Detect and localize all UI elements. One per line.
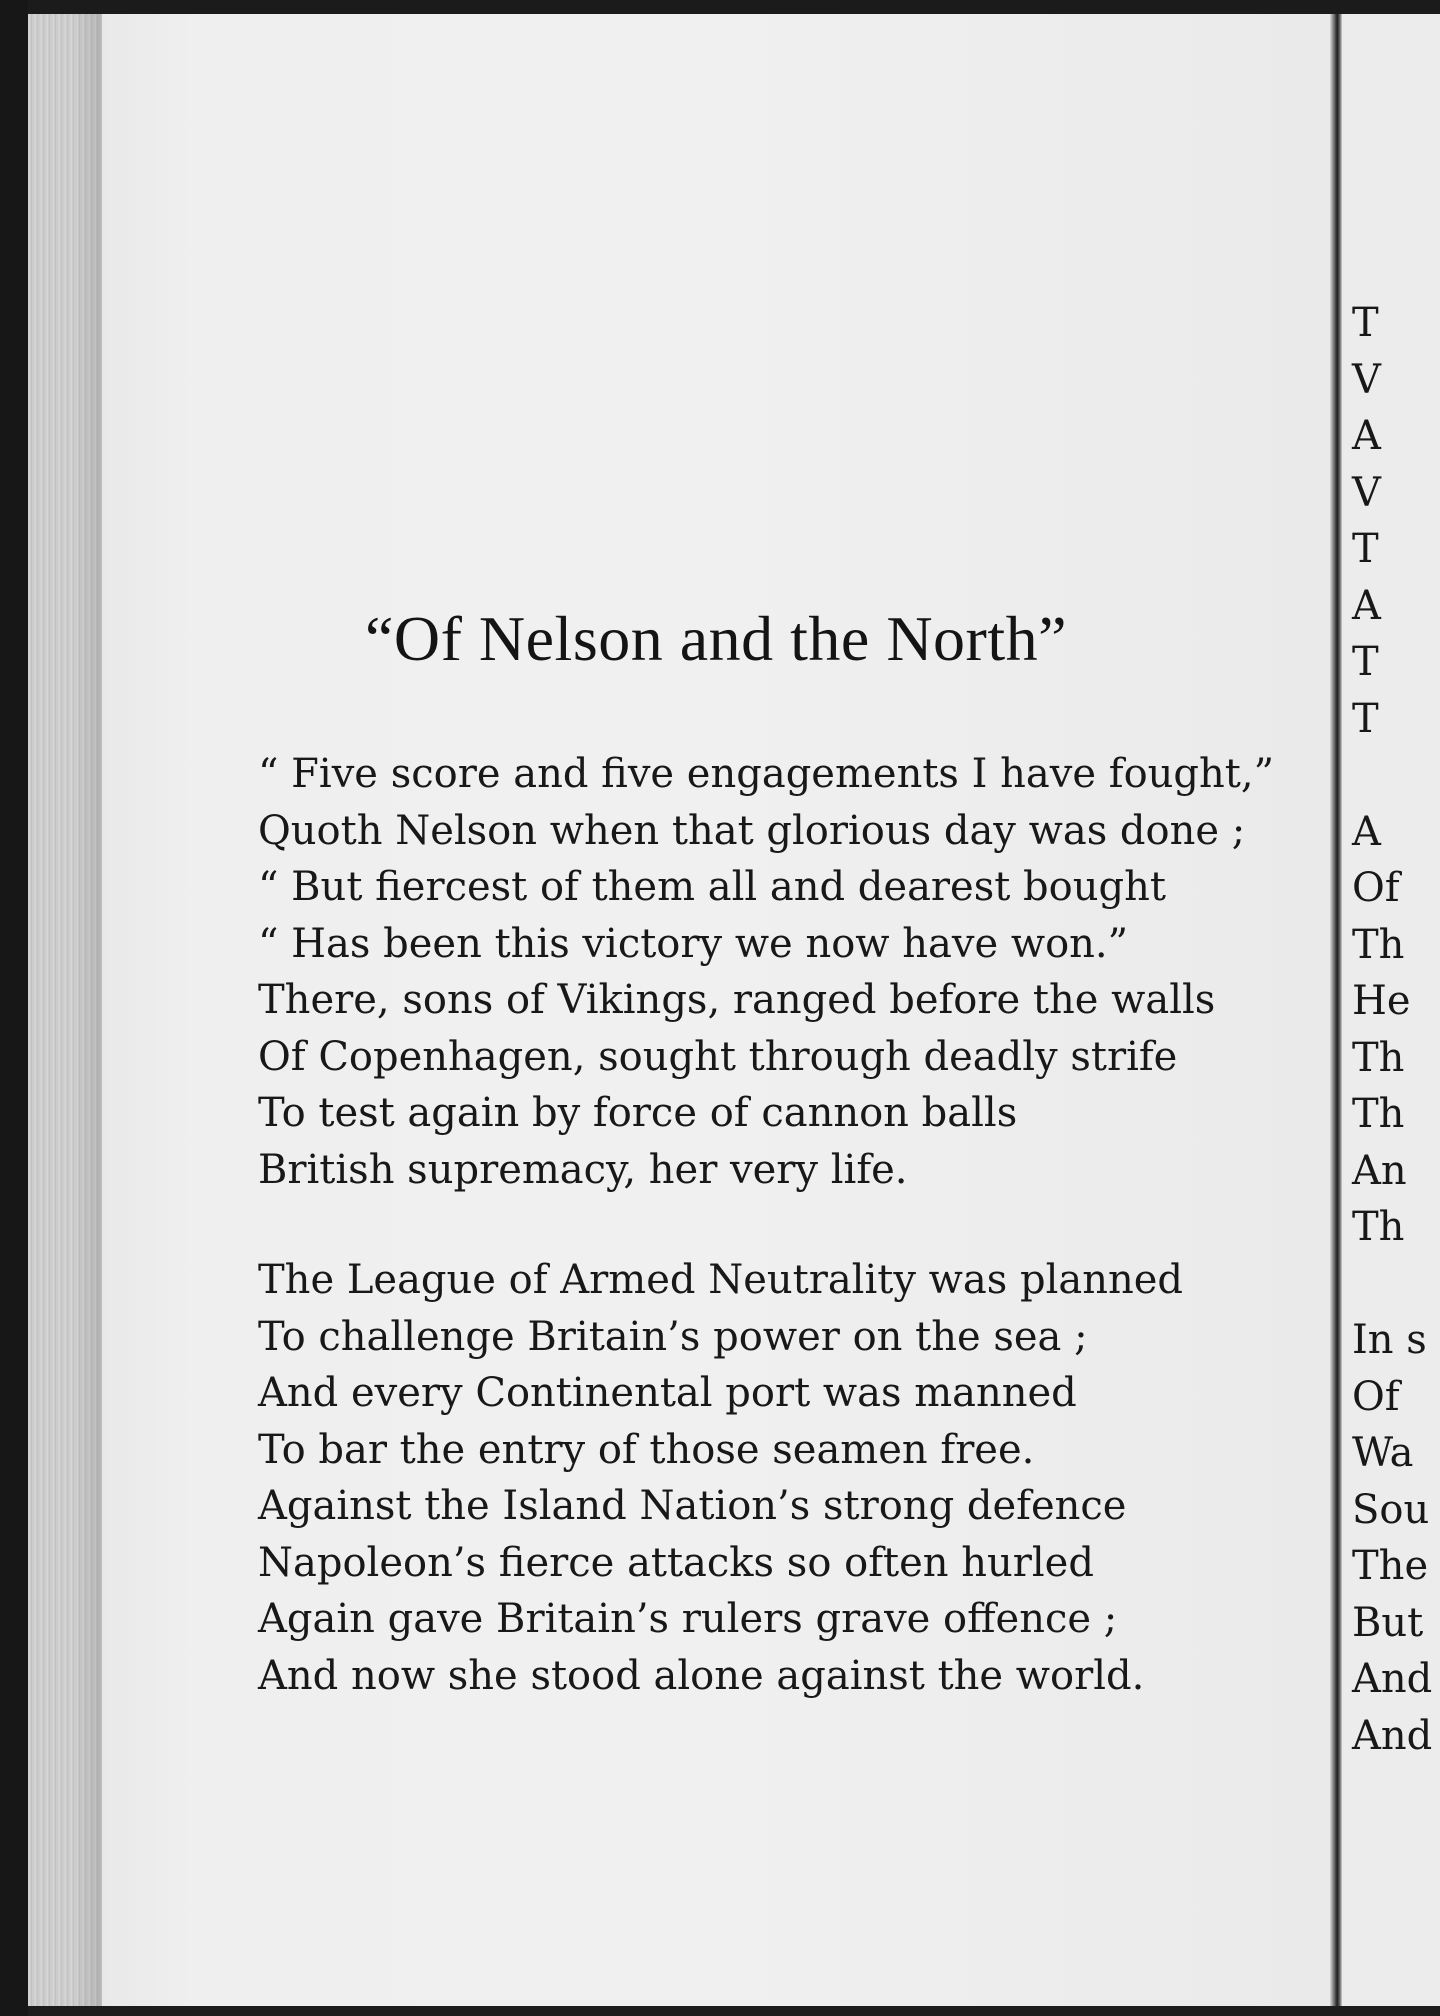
poem-line: “ But fiercest of them all and dearest bought <box>258 864 1166 910</box>
poem-line: To bar the entry of those seamen free. <box>258 1426 1035 1473</box>
poem-line: Quoth Nelson when that glorious day was done ; <box>258 807 1246 854</box>
facing-line: Th <box>1352 1091 1405 1137</box>
facing-line: A <box>1352 808 1381 855</box>
facing-line: T <box>1352 639 1379 685</box>
facing-line: An <box>1352 1147 1407 1194</box>
facing-line: In s <box>1352 1317 1427 1363</box>
facing-line: And <box>1352 1656 1433 1702</box>
facing-line: He <box>1352 978 1411 1024</box>
poem-line: There, sons of Vikings, ranged before the walls <box>258 977 1216 1023</box>
facing-line: Of <box>1352 1373 1400 1420</box>
poem-line: Against the Island Nation’s strong defence <box>258 1483 1127 1529</box>
book-spine-shadow <box>0 0 28 2016</box>
poem-line: To test again by force of cannon balls <box>258 1090 1018 1136</box>
poem-line: Of Copenhagen, sought through deadly strife <box>258 1033 1178 1080</box>
facing-line: Of <box>1352 865 1400 911</box>
poem-line: Napoleon’s fierce attacks so often hurled <box>258 1539 1094 1586</box>
facing-line: The <box>1352 1543 1429 1589</box>
facing-line <box>1352 1256 1432 1313</box>
facing-line: T <box>1352 695 1379 742</box>
facing-page-text <box>1352 295 1432 1764</box>
stanza-1 <box>258 746 1274 1198</box>
stanza-2 <box>258 1252 1183 1704</box>
poem-line: And every Continental port was manned <box>258 1370 1077 1416</box>
scan-top-border <box>0 0 1440 14</box>
page-edges <box>28 14 102 2006</box>
facing-line: Sou <box>1352 1486 1430 1533</box>
facing-line: V <box>1352 469 1381 516</box>
facing-line: Th <box>1352 921 1405 968</box>
book-gutter <box>1330 14 1342 2006</box>
facing-line: And <box>1352 1712 1433 1759</box>
poem-line: And now she stood alone against the world. <box>258 1652 1145 1699</box>
poem-line: “ Five score and five engagements I have fought,” <box>258 751 1275 797</box>
poem-line: The League of Armed Neutrality was planned <box>258 1257 1184 1303</box>
facing-line: T <box>1352 300 1379 346</box>
facing-line: Wa <box>1352 1430 1414 1476</box>
facing-line: Th <box>1352 1034 1405 1081</box>
poem-line: British supremacy, her very life. <box>258 1146 908 1193</box>
facing-line: T <box>1352 526 1379 572</box>
facing-line: A <box>1352 582 1381 629</box>
facing-line: But <box>1352 1599 1424 1646</box>
poem-title: “Of Nelson and the North” <box>364 603 1068 674</box>
facing-line: V <box>1352 356 1381 403</box>
poem-line: To challenge Britain’s power on the sea ; <box>258 1313 1088 1360</box>
facing-line: A <box>1352 413 1381 459</box>
facing-page <box>1342 14 1440 2006</box>
facing-line <box>1352 747 1432 804</box>
facing-line: Th <box>1352 1204 1405 1250</box>
poem-line: “ Has been this victory we now have won.” <box>258 920 1129 967</box>
poem-line: Again gave Britain’s rulers grave offence ; <box>258 1596 1118 1642</box>
